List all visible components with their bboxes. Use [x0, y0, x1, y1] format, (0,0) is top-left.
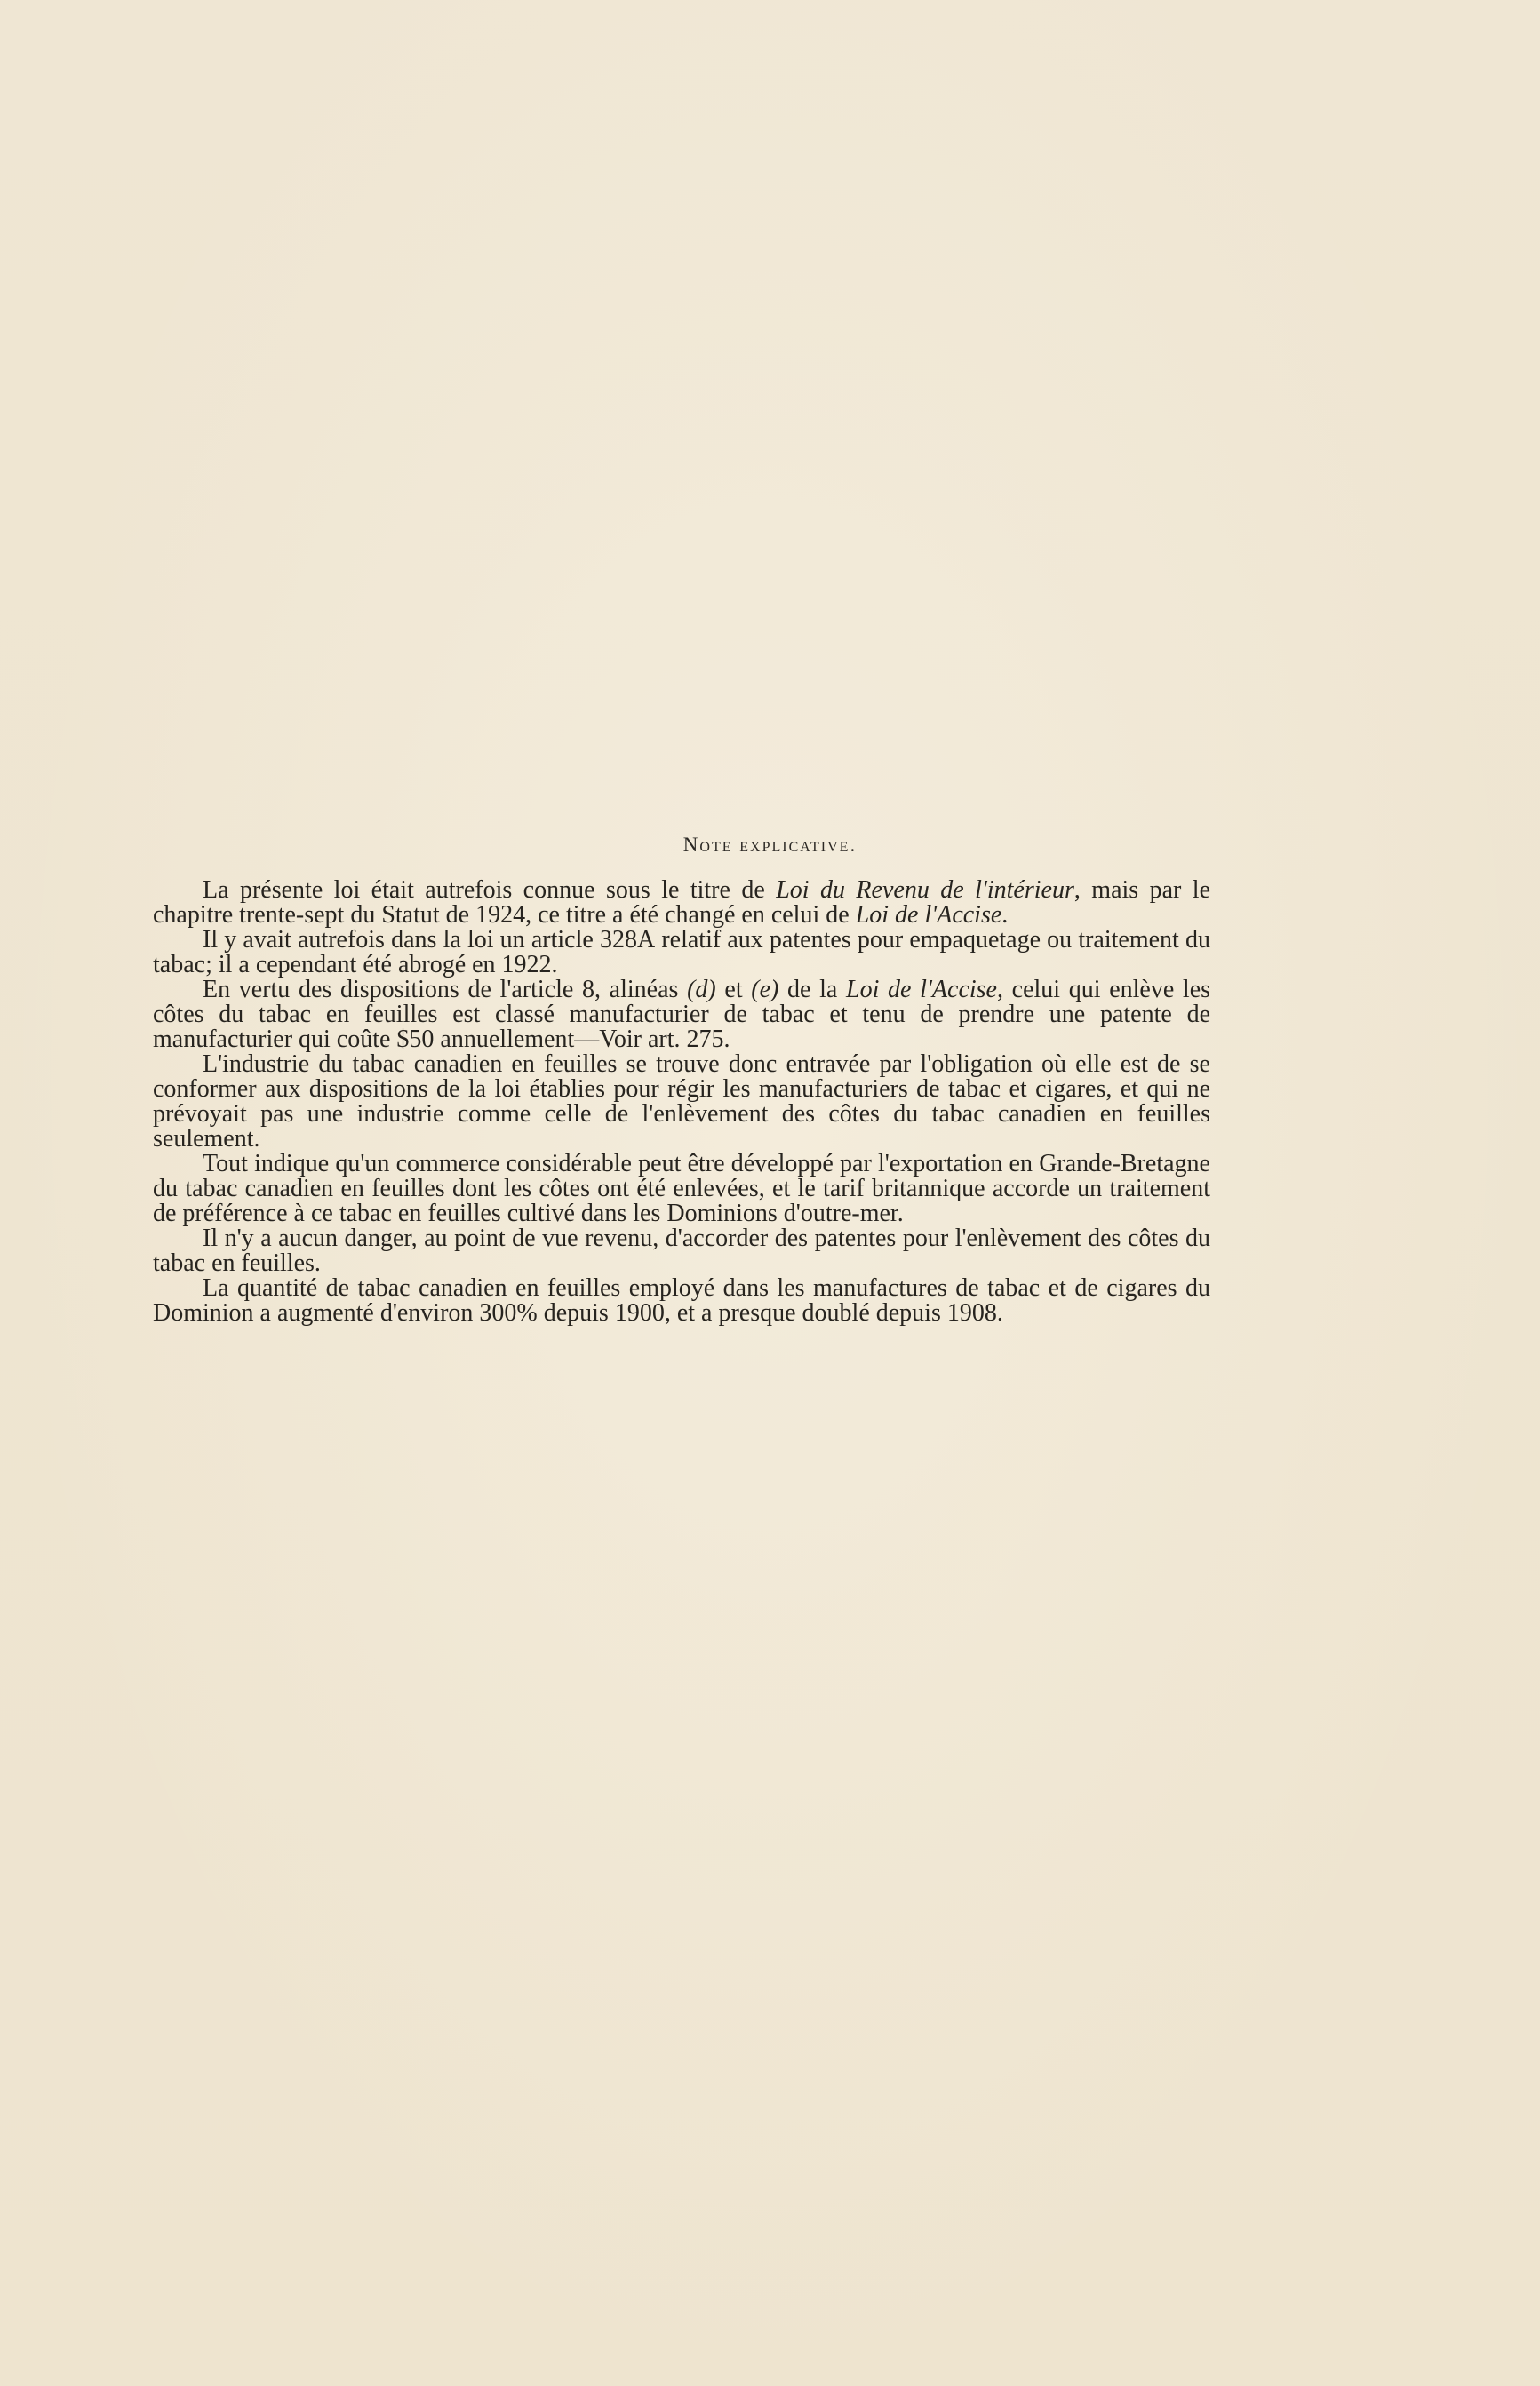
explanatory-note-body	[153, 878, 1210, 1326]
paragraph-text: , mais par le chapitre trente-sept du Statut de 1924, ce titre a été changé en celui de	[153, 876, 1211, 929]
paragraph-text: Il y avait autrefois dans la loi un article 328	[203, 926, 637, 954]
paragraph-text: Il n'y a aucun danger, au point de vue revenu, d'accorder des patentes pour l'enlèvement des côtes du tabac en feuilles.	[153, 1225, 1210, 1277]
paragraph-text: Tout indique qu'un commerce considérable peut être développé par l'exportation en Grande-Bretagne du tabac canadien en feuilles dont les côtes ont été enlevées, et le tarif britannique accorde un traitement de préférence à ce tabac en feuilles cultivé dans les Dominions d'outre-mer.	[153, 1150, 1210, 1227]
paragraph-text: et	[715, 976, 752, 1003]
italic-reference: Loi du Revenu de l'intérieur	[776, 876, 1074, 904]
italic-reference: (d)	[687, 976, 716, 1003]
paragraph-text: , celui qui enlève les côtes du tabac en feuilles est classé manufacturier de tabac et tenu de prendre une patente de manufacturier qui coûte $50 annuellement—Voir art. 275.	[153, 976, 1211, 1053]
paragraph	[153, 1276, 1210, 1326]
paragraph-text: de la	[778, 976, 847, 1003]
paragraph-text: En vertu des dispositions de l'article 8, alinéas	[203, 976, 688, 1003]
paragraph	[153, 928, 1210, 978]
italic-reference: (e)	[751, 976, 779, 1003]
small-caps-suffix: A	[636, 926, 656, 954]
paragraph-text: La présente loi était autrefois connue sous le titre de	[203, 876, 777, 904]
note-heading: Note explicative.	[682, 834, 858, 856]
paragraph-text: relatif aux patentes pour empaquetage ou traitement du tabac; il a cependant été abrogé en 1922.	[153, 926, 1210, 978]
paragraph	[153, 1052, 1210, 1152]
paragraph	[153, 1152, 1210, 1226]
paragraph	[153, 878, 1210, 928]
paragraph-text: L'industrie du tabac canadien en feuilles se trouve donc entravée par l'obligation où elle est de se conformer aux dispositions de la loi établies pour régir les manufacturiers de tabac et cigares, et qui ne prévoyait pas une industrie comme celle de l'enlèvement des côtes du tabac canadien en feuilles seulement.	[153, 1050, 1210, 1153]
paragraph	[153, 1226, 1210, 1276]
italic-reference: Loi de l'Accise	[846, 976, 997, 1003]
paragraph	[153, 978, 1210, 1052]
italic-reference: Loi de l'Accise	[855, 901, 1002, 929]
paragraph-text: La quantité de tabac canadien en feuilles employé dans les manufactures de tabac et de cigares du Dominion a augmenté d'environ 300% depuis 1900, et a presque doublé depuis 1908.	[153, 1274, 1210, 1327]
paragraph-text: .	[1001, 901, 1009, 929]
